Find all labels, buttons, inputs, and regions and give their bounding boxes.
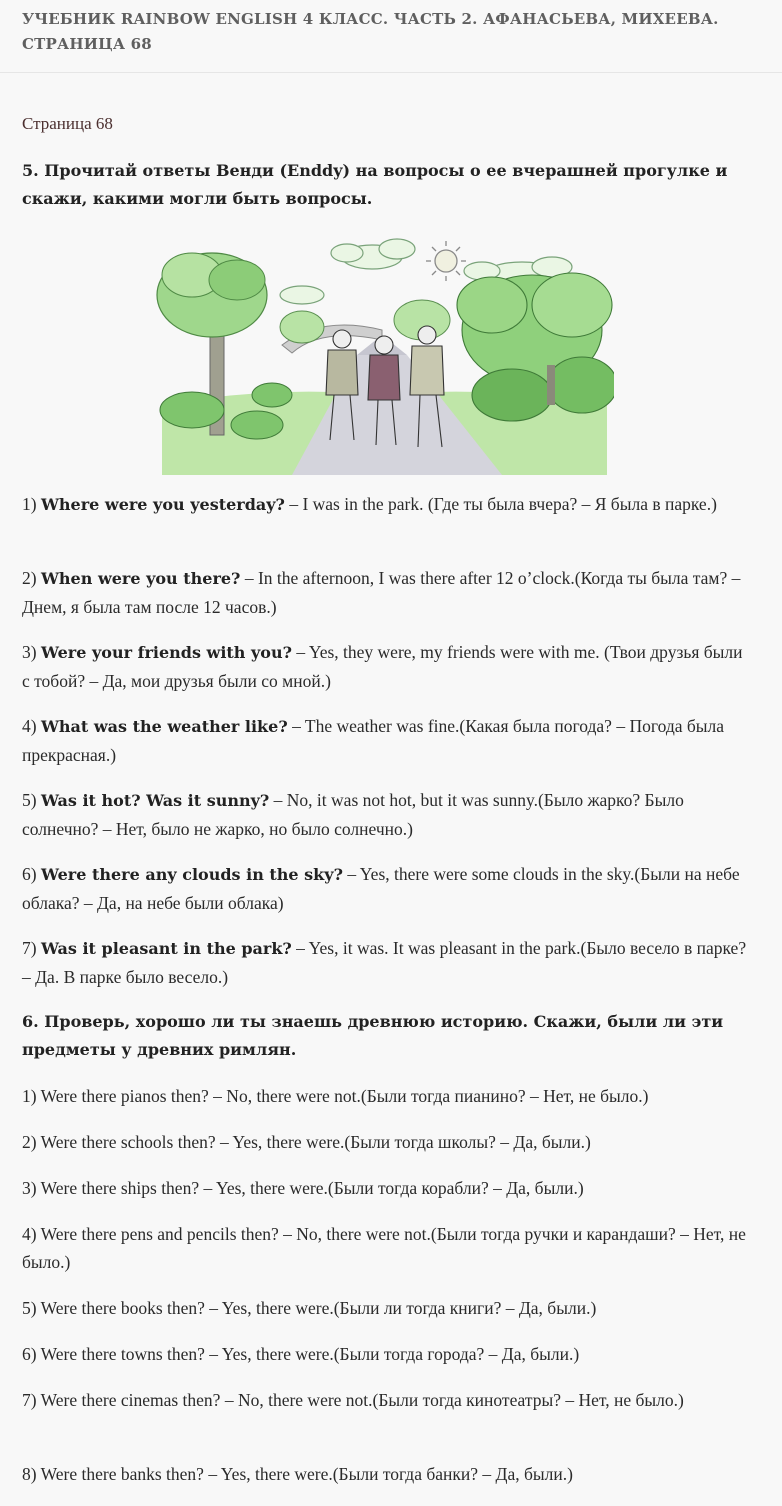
tree-icon — [457, 273, 614, 421]
answer-item: 7) Was it pleasant in the park? – Yes, it was. It was pleasant in the park.(Было весело в парке? – Да. В парке было весело.) — [22, 938, 747, 987]
answer-item: 5) Were there books then? – Yes, there were.(Были ли тогда книги? – Да, были.) — [22, 1298, 597, 1318]
answer-item: 8) Were there banks then? – Yes, there were.(Были тогда банки? – Да, были.) — [22, 1464, 573, 1484]
park-walk-illustration — [152, 235, 614, 475]
answer-item: 6) Were there any clouds in the sky? – Yes, there were some clouds in the sky.(Были на небе облака? – Да, на небе были облака) — [22, 864, 740, 913]
answer-item: 3) Were your friends with you? – Yes, they were, my friends were with me. (Твои друзья были с тобой? – Да, мои друзья были со мной.) — [22, 642, 743, 691]
task-6-heading: 6. Проверь, хорошо ли ты знаешь древнюю историю. Скажи, были ли эти предметы у древних римлян. — [22, 1012, 724, 1059]
answer-item: 1) Were there pianos then? – No, there were not.(Были тогда пианино? – Нет, не было.) — [22, 1086, 649, 1106]
task-5-heading: 5. Прочитай ответы Венди (Enddy) на вопросы о ее вчерашней прогулке и скажи, какими могли быть вопросы. — [22, 161, 728, 208]
answer-item: 2) When were you there? – In the afternoon, I was there after 12 o’clock.(Когда ты была там? – Днем, я была там после 12 часов.) — [22, 568, 741, 617]
page-header — [0, 0, 782, 73]
page-title: УЧЕБНИК RAINBOW ENGLISH 4 КЛАСС. ЧАСТЬ 2. АФАНАСЬЕВА, МИХЕЕВА. СТРАНИЦА 68 — [22, 10, 719, 53]
answer-item: 7) Were there cinemas then? – No, there were not.(Были тогда кинотеатры? – Нет, не было.) — [22, 1390, 684, 1410]
answer-item: 4) Were there pens and pencils then? – No, there were not.(Были тогда ручки и карандаши? – Нет, не было.) — [22, 1224, 746, 1272]
answer-item: 2) Were there schools then? – Yes, there were.(Были тогда школы? – Да, были.) — [22, 1132, 591, 1152]
answer-item: 6) Were there towns then? – Yes, there were.(Были тогда города? – Да, были.) — [22, 1344, 580, 1364]
page-label: Страница 68 — [22, 114, 113, 133]
answer-item: 3) Were there ships then? – Yes, there were.(Были тогда корабли? – Да, были.) — [22, 1178, 584, 1198]
answer-item: 4) What was the weather like? – The weather was fine.(Какая была погода? – Погода была прекрасная.) — [22, 716, 725, 765]
answer-item: 5) Was it hot? Was it sunny? – No, it was not hot, but it was sunny.(Было жарко? Было солнечно? – Нет, было не жарко, но было солнечно.) — [22, 790, 684, 839]
answer-item: 1) Where were you yesterday? – I was in the park. (Где ты была вчера? – Я была в парке.) — [22, 494, 717, 514]
